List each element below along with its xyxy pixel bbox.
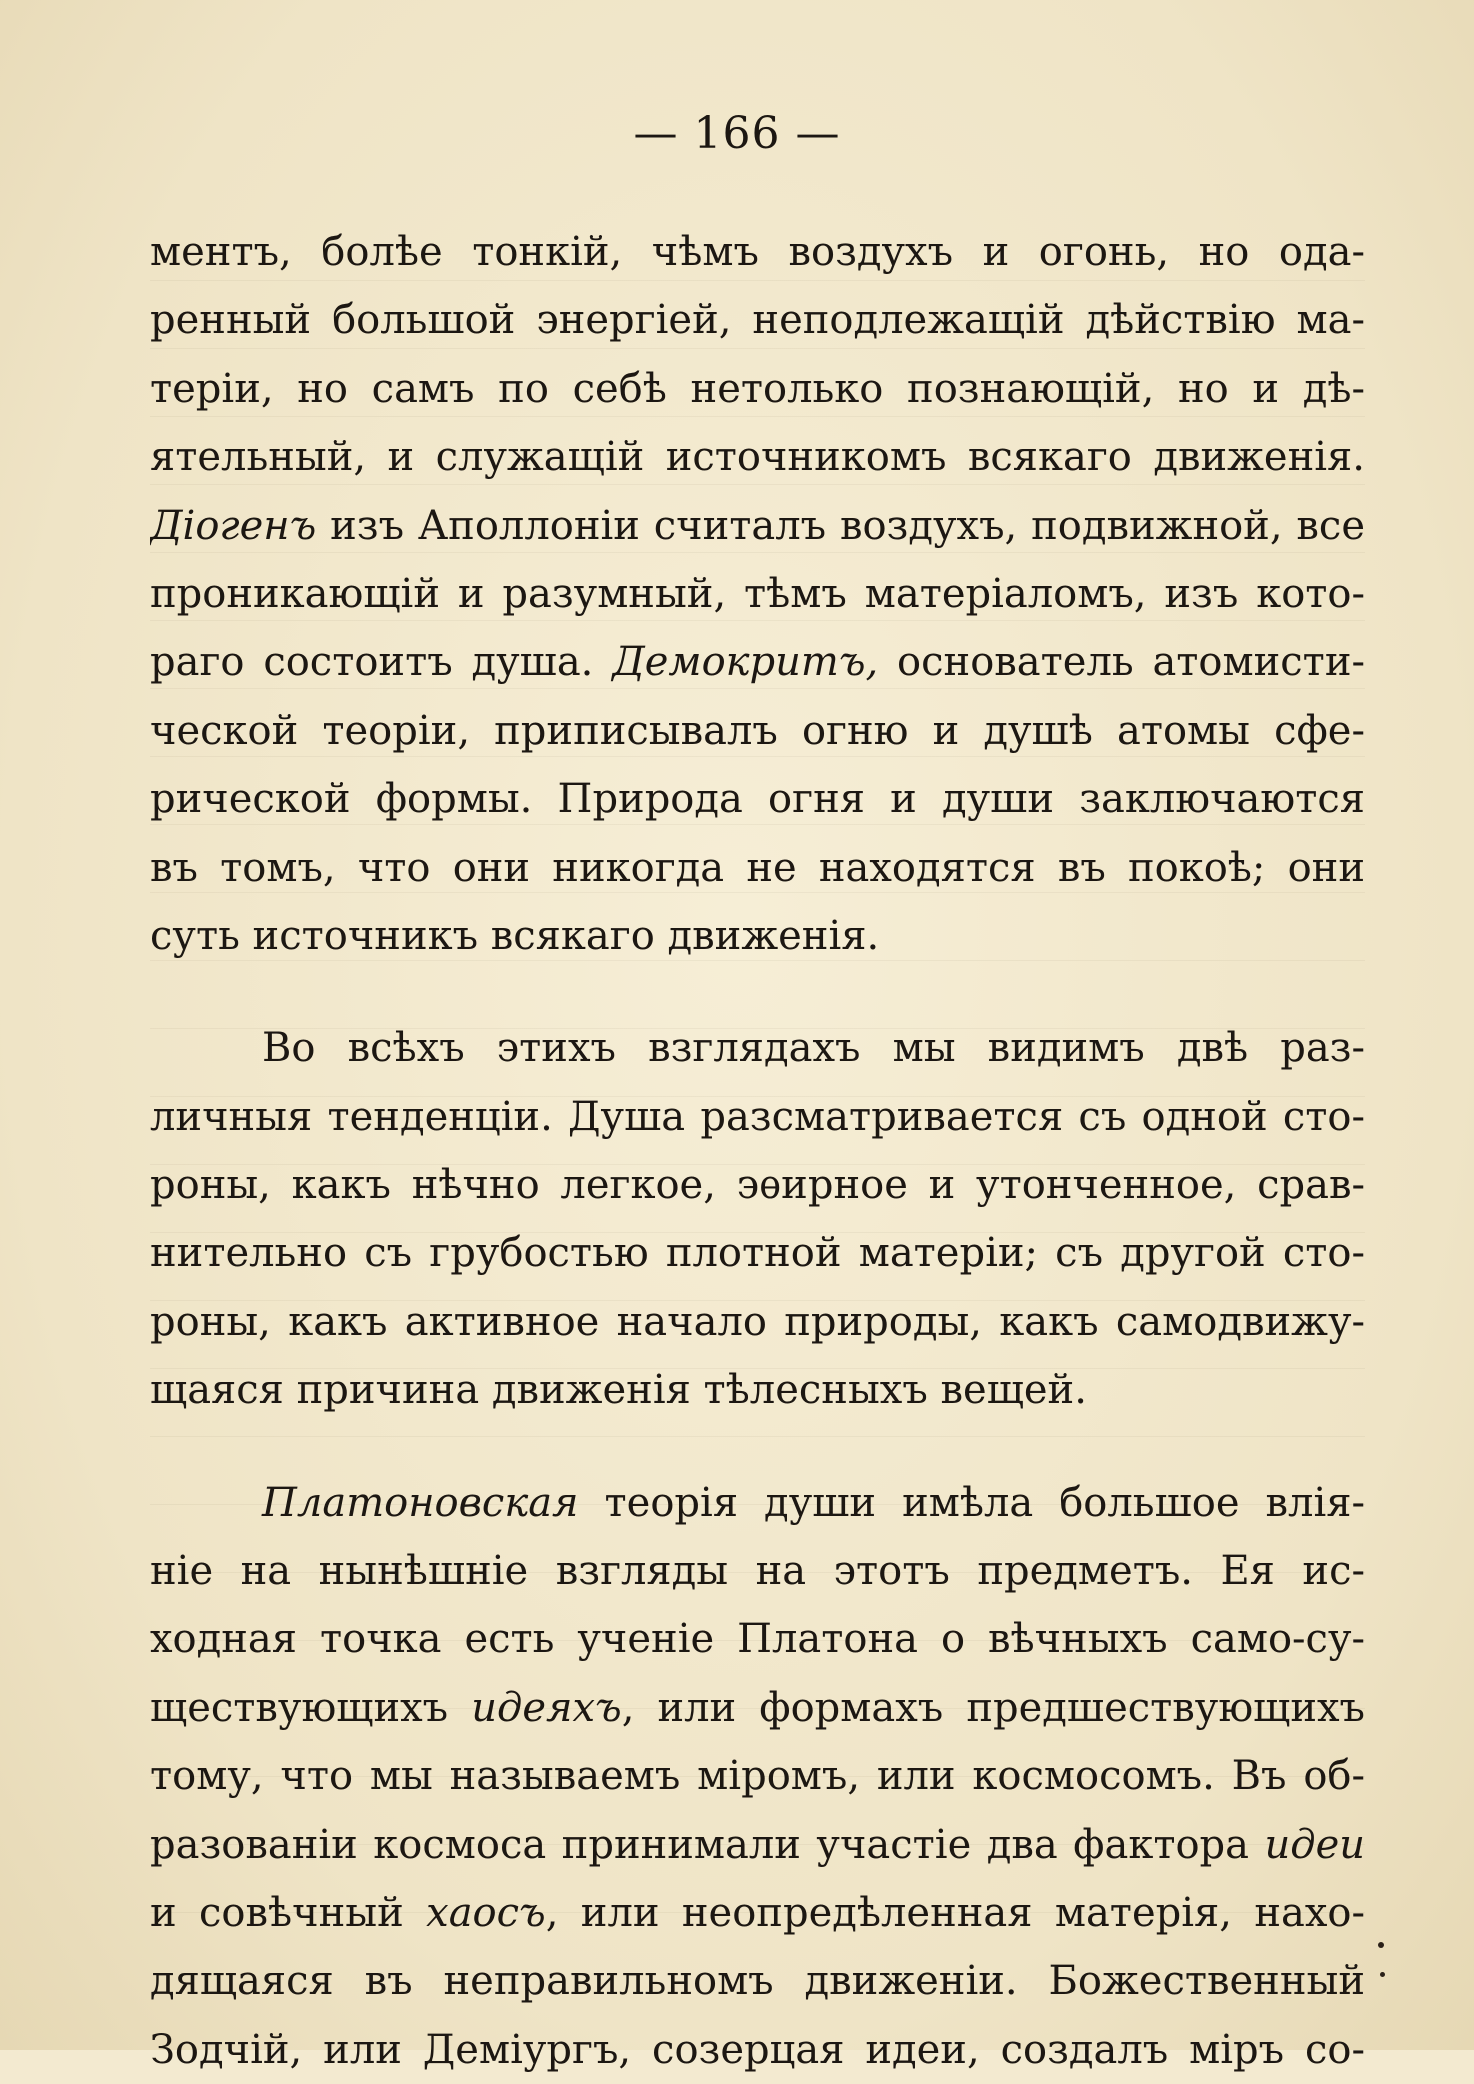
- text-line: ментъ, болѣе тонкій, чѣмъ воздухъ и огонь, но ода-: [150, 229, 1365, 275]
- text-line: личныя тенденціи. Душа разсматривается съ одной сто-: [150, 1093, 1365, 1140]
- emphasis-diogenes: Діогенъ: [150, 502, 317, 549]
- text-line: ятельный, и служащій источникомъ всякаго движенія.: [150, 434, 1365, 481]
- text-line: ществующихъ идеяхъ, или формахъ предшествующихъ: [150, 1684, 1365, 1731]
- text-line: теріи, но самъ по себѣ нетолько познающій, но и дѣ-: [150, 365, 1365, 412]
- text-line: ренный большой энергіей, неподлежащій дѣйствію ма-: [150, 297, 1365, 344]
- text-line: раго состоитъ душа. Демокритъ, основатель атомисти-: [150, 639, 1365, 686]
- text-line: рической формы. Природа огня и души заключаются: [150, 776, 1365, 823]
- text-line: Зодчій, или Деміургъ, созерцая идеи, создалъ міръ со-: [150, 2026, 1365, 2073]
- emphasis-idei: идеи: [1264, 1821, 1365, 1868]
- emphasis-chaos: хаосъ: [426, 1889, 546, 1936]
- text-line: роны, какъ активное начало природы, какъ самодвижу-: [150, 1298, 1365, 1345]
- text-line: тому, что мы называемъ міромъ, или космосомъ. Въ об-: [150, 1753, 1365, 1800]
- text-line: щаяся причина движенія тѣлесныхъ вещей.: [150, 1367, 1087, 1414]
- text-line: въ томъ, что они никогда не находятся въ покоѣ; они: [150, 844, 1365, 891]
- paragraph-2: [150, 1014, 1365, 1424]
- text-line: роны, какъ нѣчно легкое, эѳирное и утонченное, срав-: [150, 1162, 1365, 1209]
- text-line: суть источникъ всякаго движенія.: [150, 912, 880, 959]
- emphasis-democritus: Демокритъ,: [612, 639, 879, 686]
- text-line: ческой теоріи, приписывалъ огню и душѣ атомы сфе-: [150, 707, 1365, 754]
- text-line: ходная точка есть ученіе Платона о вѣчныхъ само-су-: [150, 1616, 1365, 1663]
- text-line: дящаяся въ неправильномъ движеніи. Божественный: [150, 1958, 1365, 2005]
- text-line: проникающій и разумный, тѣмъ матеріаломъ, изъ кото-: [150, 570, 1365, 617]
- text-line: Діогенъ изъ Аполлоніи считалъ воздухъ, подвижной, все: [150, 502, 1365, 549]
- page-number: — 166 —: [633, 108, 841, 159]
- text-line: и совѣчный хаосъ, или неопредѣленная матерія, нахо-: [150, 1889, 1365, 1936]
- text-line: нительно съ грубостью плотной матеріи; съ другой сто-: [150, 1230, 1365, 1277]
- emphasis-platonic: Платоновская: [262, 1479, 579, 1526]
- emphasis-ideas: идеяхъ: [471, 1684, 622, 1731]
- paragraph-3: [150, 1469, 1365, 2084]
- text-line: Во всѣхъ этихъ взглядахъ мы видимъ двѣ раз-: [262, 1025, 1365, 1072]
- text-line: разованіи космоса принимали участіе два фактора идеи: [150, 1821, 1365, 1868]
- paragraph-1: [150, 218, 1365, 970]
- body-text: [150, 218, 1365, 2084]
- text-line: ніе на нынѣшніе взгляды на этотъ предметъ. Ея ис-: [150, 1548, 1365, 1595]
- ink-speck: [1378, 1942, 1384, 1948]
- ink-speck: [1380, 1972, 1385, 1977]
- text-line: Платоновская теорія души имѣла большое влія-: [262, 1479, 1365, 1526]
